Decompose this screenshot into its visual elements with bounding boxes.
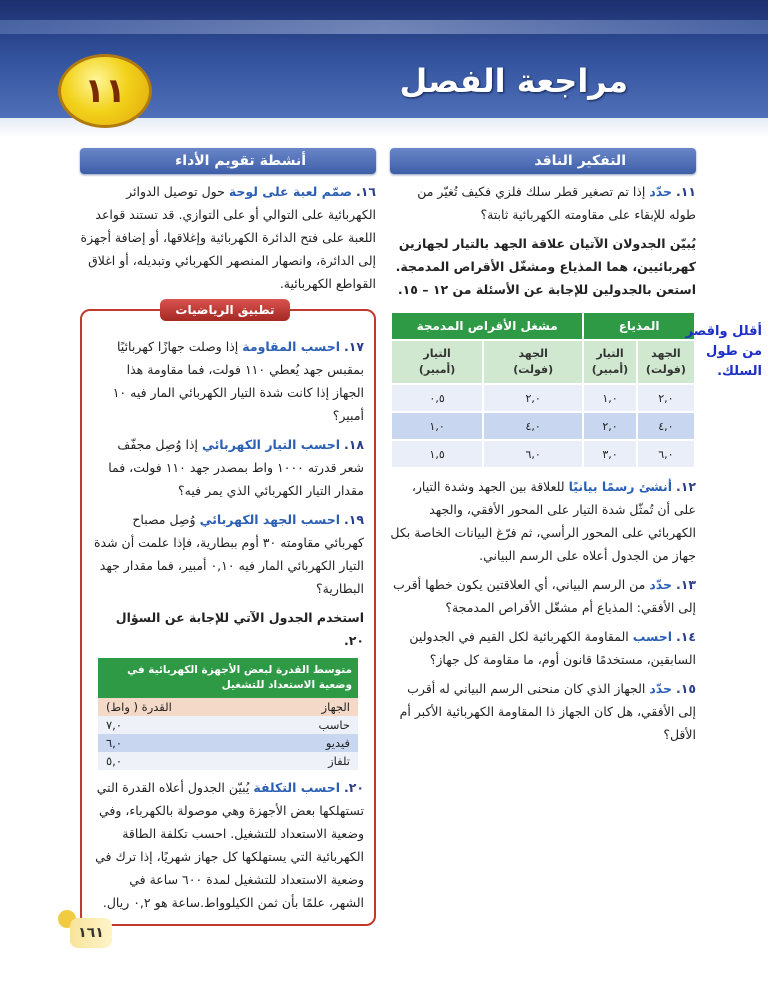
question-number: ١٥.: [675, 681, 696, 696]
power-cell: ٦,٠: [98, 734, 257, 752]
page-number: ١٦١: [70, 918, 112, 948]
question-verb: صمّم لعبة على لوحة: [228, 184, 352, 199]
table-row: [98, 716, 358, 734]
question-number: ٢٠.: [343, 780, 364, 795]
question-verb: حدّد: [649, 577, 672, 592]
table-row: [98, 734, 358, 752]
question-number: ١٤.: [675, 629, 696, 644]
table-cell: ١,٠: [391, 412, 483, 440]
table-cell: ١,٥: [391, 440, 483, 468]
question-text: إذا وصلت جهازًا كهربائيًا بمقبس جهد يُعطي ١١٠ فولت، فما مقاومة هذا الجهاز إذا كانت شدة التيار الكهربائي المار فيه ١٠ أمبير؟: [112, 339, 364, 423]
question-text: إذا تم تصغير قطر سلك فلزي فكيف تُغيّر من طوله للإبقاء على مقاومته الكهربائية ثابتة؟: [417, 184, 696, 222]
question-13: [390, 573, 696, 619]
question-number: ١٨.: [343, 437, 364, 452]
cd-voltage-header: الجهد (فولت): [483, 340, 583, 384]
question-text: يُبيّن الجدول أعلاه القدرة التي تستهلكها بعض الأجهزة وهي موصولة بالكهرباء، وفي وضعية الاستعداد للتشغيل. احسب تكلفة الطاقة الكهربائية التي يستهلكها كل جهاز شهريًا، إذا ترك في وضعية الاستعداد للتشغيل لمدة ٦٠٠ ساعة في الشهر، علمًا بأن ثمن الكيلوواط.ساعة هو ٠,٢ ريال.: [95, 780, 364, 910]
table-cell: ٤,٠: [637, 412, 695, 440]
question-16: [80, 180, 376, 295]
critical-thinking-heading: التفكير الناقد: [390, 148, 696, 174]
table-cell: ٢,٠: [583, 412, 637, 440]
math-application-box: [80, 303, 376, 926]
table-cell: ٣,٠: [583, 440, 637, 468]
question-19: [92, 508, 364, 600]
question-number: ١٧.: [343, 339, 364, 354]
question-14: [390, 625, 696, 671]
question-verb: احسب الجهد الكهربائي: [199, 512, 340, 527]
question-text: من الرسم البياني، أي العلاقتين يكون خطها أقرب إلى الأفقي: المذياع أم مشغّل الأقراص المدمجة؟: [393, 577, 696, 615]
question-verb: أنشئ رسمًا بيانيًا: [568, 479, 672, 494]
question-18: [92, 433, 364, 502]
performance-column: [80, 148, 376, 926]
power-cell: ٥,٠: [98, 752, 257, 770]
question-text: الجهاز الذي كان منحنى الرسم البياني له أقرب إلى الأفقي، هل كان الجهاز ذا المقاومة الكهربائية الأكبر أم الأقل؟: [399, 681, 696, 742]
table-row: [391, 440, 695, 468]
question-text: المقاومة الكهربائية لكل القيم في الجدولين السابقين، مستخدمًا قانون أوم، ما مقاومة كل جهاز؟: [409, 629, 696, 667]
question-verb: احسب التيار الكهربائي: [201, 437, 340, 452]
devices-voltage-current-table: [390, 311, 696, 469]
table-cell: ٤,٠: [483, 412, 583, 440]
device-cell: فيديو: [257, 734, 358, 752]
question-number: ١٩.: [343, 512, 364, 527]
table-cell: ٦,٠: [483, 440, 583, 468]
question-number: ١٢.: [675, 479, 696, 494]
table-row: [391, 384, 695, 412]
power-cell: ٧,٠: [98, 716, 257, 734]
device-cell: حاسب: [257, 716, 358, 734]
question-text: وُصِل مصباح كهربائي مقاومته ٣٠ أوم ببطارية، فإذا علمت أن شدة التيار الكهربائي المار فيه ٠,١٠ أمبير، فما مقدار جهد البطارية؟: [93, 512, 364, 596]
question-text: للعلاقة بين الجهد وشدة التيار، على أن تُمثّل شدة التيار على المحور الأفقي، والجهد الكهربائي على المحور الرأسي، ثم فرّغ البيانات الخاصة بكل جهاز من الجدول أعلاه على الرسم البياني.: [390, 479, 696, 563]
question-number: ١٦.: [355, 184, 376, 199]
question-verb: احسب المقاومة: [242, 339, 340, 354]
question-number: ١١.: [675, 184, 696, 199]
table-cell: ٢,٠: [483, 384, 583, 412]
table-cell: ١,٠: [583, 384, 637, 412]
table-row: [391, 412, 695, 440]
question-15: [390, 677, 696, 746]
question-verb: احسب: [632, 629, 672, 644]
power-table-caption: متوسط القدرة لبعض الأجهزة الكهربائية في وضعية الاستعداد للتشغيل: [98, 658, 358, 698]
table-intro: استخدم الجدول الآتي للإجابة عن السؤال ٢٠.: [115, 610, 364, 648]
device-column-header: الجهاز: [257, 698, 358, 716]
device-cell: تلفاز: [257, 752, 358, 770]
chapter-review-title: مراجعة الفصل: [399, 62, 628, 100]
question-12: [390, 475, 696, 567]
radio-current-header: التيار (أمبير): [583, 340, 637, 384]
question-17: [92, 335, 364, 427]
question-text: إذا وُصِل مجفّف شعر قدرته ١٠٠٠ واط بمصدر جهد ١١٠ فولت، فما مقدار التيار الكهربائي الذي يمر فيه؟: [108, 437, 364, 498]
table-cell: ٢,٠: [637, 384, 695, 412]
question-20: [92, 776, 364, 914]
question-11: [390, 180, 696, 226]
tables-intro: يُبيّن الجدولان الآتيان علاقة الجهد بالتيار لجهازين كهربائيين، هما المذياع ومشغّل الأقراص المدمجة. استعن بالجدولين للإجابة عن الأسئلة من ١٢ – ١٥.: [395, 236, 696, 297]
standby-power-table: [98, 658, 358, 770]
table-row: [98, 752, 358, 770]
answer-side-note: أقلل واقصر من طول السلك.: [685, 324, 762, 379]
table-cell: ٦,٠: [637, 440, 695, 468]
cd-player-group-header: مشغل الأقراص المدمجة: [391, 312, 583, 340]
question-number: ١٣.: [675, 577, 696, 592]
table-cell: ٠,٥: [391, 384, 483, 412]
radio-voltage-header: الجهد (فولت): [637, 340, 695, 384]
question-verb: احسب التكلفة: [253, 780, 340, 795]
chapter-number-badge: ١١: [58, 54, 152, 128]
power-column-header: القدرة ( واط): [98, 698, 257, 716]
performance-heading: أنشطة تقويم الأداء: [80, 148, 376, 174]
math-application-title: تطبيق الرياضيات: [160, 299, 290, 321]
question-verb: حدّد: [649, 681, 672, 696]
question-verb: حدّد: [649, 184, 672, 199]
radio-group-header: المذياع: [583, 312, 695, 340]
cd-current-header: التيار (أمبير): [391, 340, 483, 384]
question-text: حول توصيل الدوائر الكهربائية على التوالي أو على التوازي. قد تستند قواعد اللعبة على فتح الدائرة الكهربائية وإغلاقها، أو إضافة أجهزة إلى الدائرة، وانصهار المنصهر الكهربائي وتبديله، أو اغلاق القواطع الكهربائية.: [80, 184, 376, 291]
critical-thinking-column: [390, 148, 696, 746]
